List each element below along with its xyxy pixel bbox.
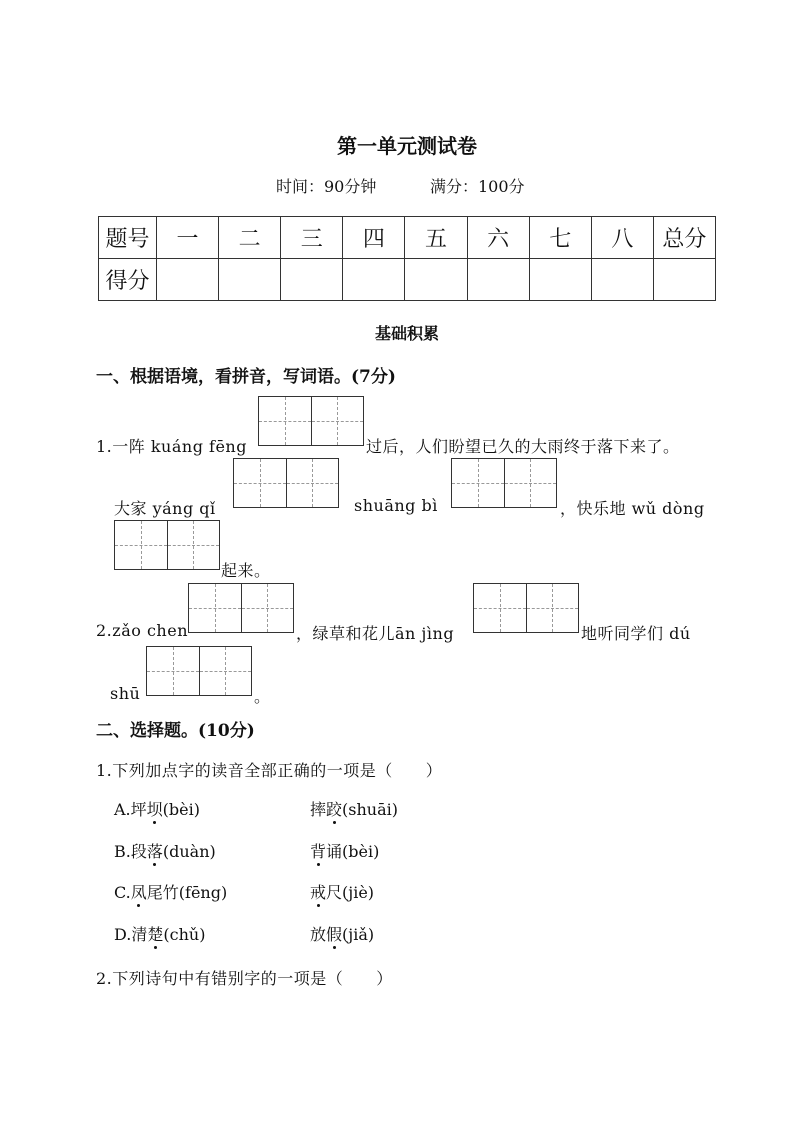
q1-text-b: 过后，人们盼望已久的大雨终于落下来了。: [366, 437, 680, 456]
option-a-right: [310, 797, 398, 820]
score-header-cell: 八: [591, 217, 653, 259]
writing-cell: [189, 584, 242, 632]
page-title: 第一单元测试卷: [337, 134, 477, 158]
q1-text-d: shuāng bì: [354, 496, 438, 515]
answer-box[interactable]: [188, 583, 294, 633]
writing-cell: [242, 584, 294, 632]
option-c-left[interactable]: [114, 880, 227, 903]
score-entry-cell[interactable]: [467, 259, 529, 301]
option-text: C.: [114, 883, 131, 902]
answer-box[interactable]: [473, 583, 579, 633]
writing-cell: [147, 647, 200, 695]
option-text: (jiǎ): [342, 925, 375, 944]
score-entry-cell[interactable]: [343, 259, 405, 301]
score-header-cell: 七: [529, 217, 591, 259]
score-table-score-row: [99, 259, 716, 301]
option-b-right: [310, 839, 379, 862]
option-text: (bèi): [162, 800, 200, 819]
score-header-cell: 题号: [99, 217, 157, 259]
q2-text-b: ，绿草和花儿ān jìng: [296, 624, 455, 643]
option-text: (shuāi): [342, 800, 398, 819]
option-text: 诵(bèi): [326, 842, 380, 861]
dotted-character: 楚: [147, 925, 164, 944]
score-header-cell: 六: [467, 217, 529, 259]
q1-text-c: 大家 yáng qǐ: [114, 499, 216, 518]
option-b-left[interactable]: [114, 839, 216, 862]
score-header-cell: 总分: [653, 217, 715, 259]
writing-cell: [312, 397, 364, 445]
score-table-header-row: [99, 217, 716, 259]
q2-text-c: 地听同学们 dú: [581, 624, 691, 643]
answer-box[interactable]: [233, 458, 339, 508]
dotted-character: 背: [310, 842, 327, 861]
option-text: B.段: [114, 842, 147, 861]
option-text: 摔: [310, 800, 327, 819]
answer-box[interactable]: [258, 396, 364, 446]
dotted-character: 跤: [326, 800, 343, 819]
dotted-character: 凤: [130, 883, 147, 902]
option-a-left[interactable]: [114, 797, 200, 820]
score-row-label: 得分: [99, 259, 157, 301]
section-1-heading: 一、根据语境，看拼音，写词语。(7分): [96, 367, 396, 387]
writing-cell: [474, 584, 527, 632]
question-stem: 1.下列加点字的读音全部正确的一项是（ ）: [96, 761, 443, 780]
score-entry-cell[interactable]: [219, 259, 281, 301]
exam-time: 时间：90分钟: [276, 177, 377, 196]
score-header-cell: 二: [219, 217, 281, 259]
answer-box[interactable]: [146, 646, 252, 696]
writing-cell: [287, 459, 339, 507]
exam-full-score: 满分：100分: [430, 177, 525, 196]
dotted-character: 假: [326, 925, 343, 944]
score-header-cell: 五: [405, 217, 467, 259]
question-stem: 2.下列诗句中有错别字的一项是（ ）: [96, 969, 393, 988]
writing-cell: [505, 459, 557, 507]
option-d-left[interactable]: [114, 922, 205, 945]
q2-text-a: 2.zǎo chen: [96, 621, 188, 640]
writing-cell: [200, 647, 252, 695]
option-text: 放: [310, 925, 327, 944]
option-text: (chǔ): [163, 925, 206, 944]
section-subheading: 基础积累: [374, 324, 439, 343]
score-table: [98, 216, 716, 301]
answer-box[interactable]: [114, 520, 220, 570]
q2-text-e: 。: [254, 687, 271, 706]
score-entry-cell[interactable]: [529, 259, 591, 301]
option-c-right: [310, 880, 374, 903]
option-text: (duàn): [162, 842, 216, 861]
score-entry-cell[interactable]: [157, 259, 219, 301]
q1-text-e: ，快乐地 wǔ dòng: [560, 499, 705, 518]
option-d-right: [310, 922, 374, 945]
option-text: 尺(jiè): [326, 883, 375, 902]
writing-cell: [115, 521, 168, 569]
option-text: 尾竹(fēng): [146, 883, 228, 902]
writing-cell: [259, 397, 312, 445]
score-header-cell: 一: [157, 217, 219, 259]
score-entry-cell[interactable]: [653, 259, 715, 301]
writing-cell: [234, 459, 287, 507]
option-text: D.清: [114, 925, 148, 944]
dotted-character: 戒: [310, 883, 327, 902]
dotted-character: 落: [146, 842, 163, 861]
score-entry-cell[interactable]: [281, 259, 343, 301]
score-entry-cell[interactable]: [405, 259, 467, 301]
writing-cell: [452, 459, 505, 507]
answer-box[interactable]: [451, 458, 557, 508]
option-text: A.坪: [114, 800, 147, 819]
q1-text-f: 起来。: [221, 561, 271, 580]
score-header-cell: 三: [281, 217, 343, 259]
score-entry-cell[interactable]: [591, 259, 653, 301]
dotted-character: 坝: [146, 800, 163, 819]
q2-text-d: shū: [110, 684, 141, 703]
section-2-heading: 二、选择题。(10分): [96, 721, 255, 741]
writing-cell: [168, 521, 220, 569]
writing-cell: [527, 584, 579, 632]
q1-text-a: 1.一阵 kuáng fēng: [96, 437, 247, 456]
score-header-cell: 四: [343, 217, 405, 259]
